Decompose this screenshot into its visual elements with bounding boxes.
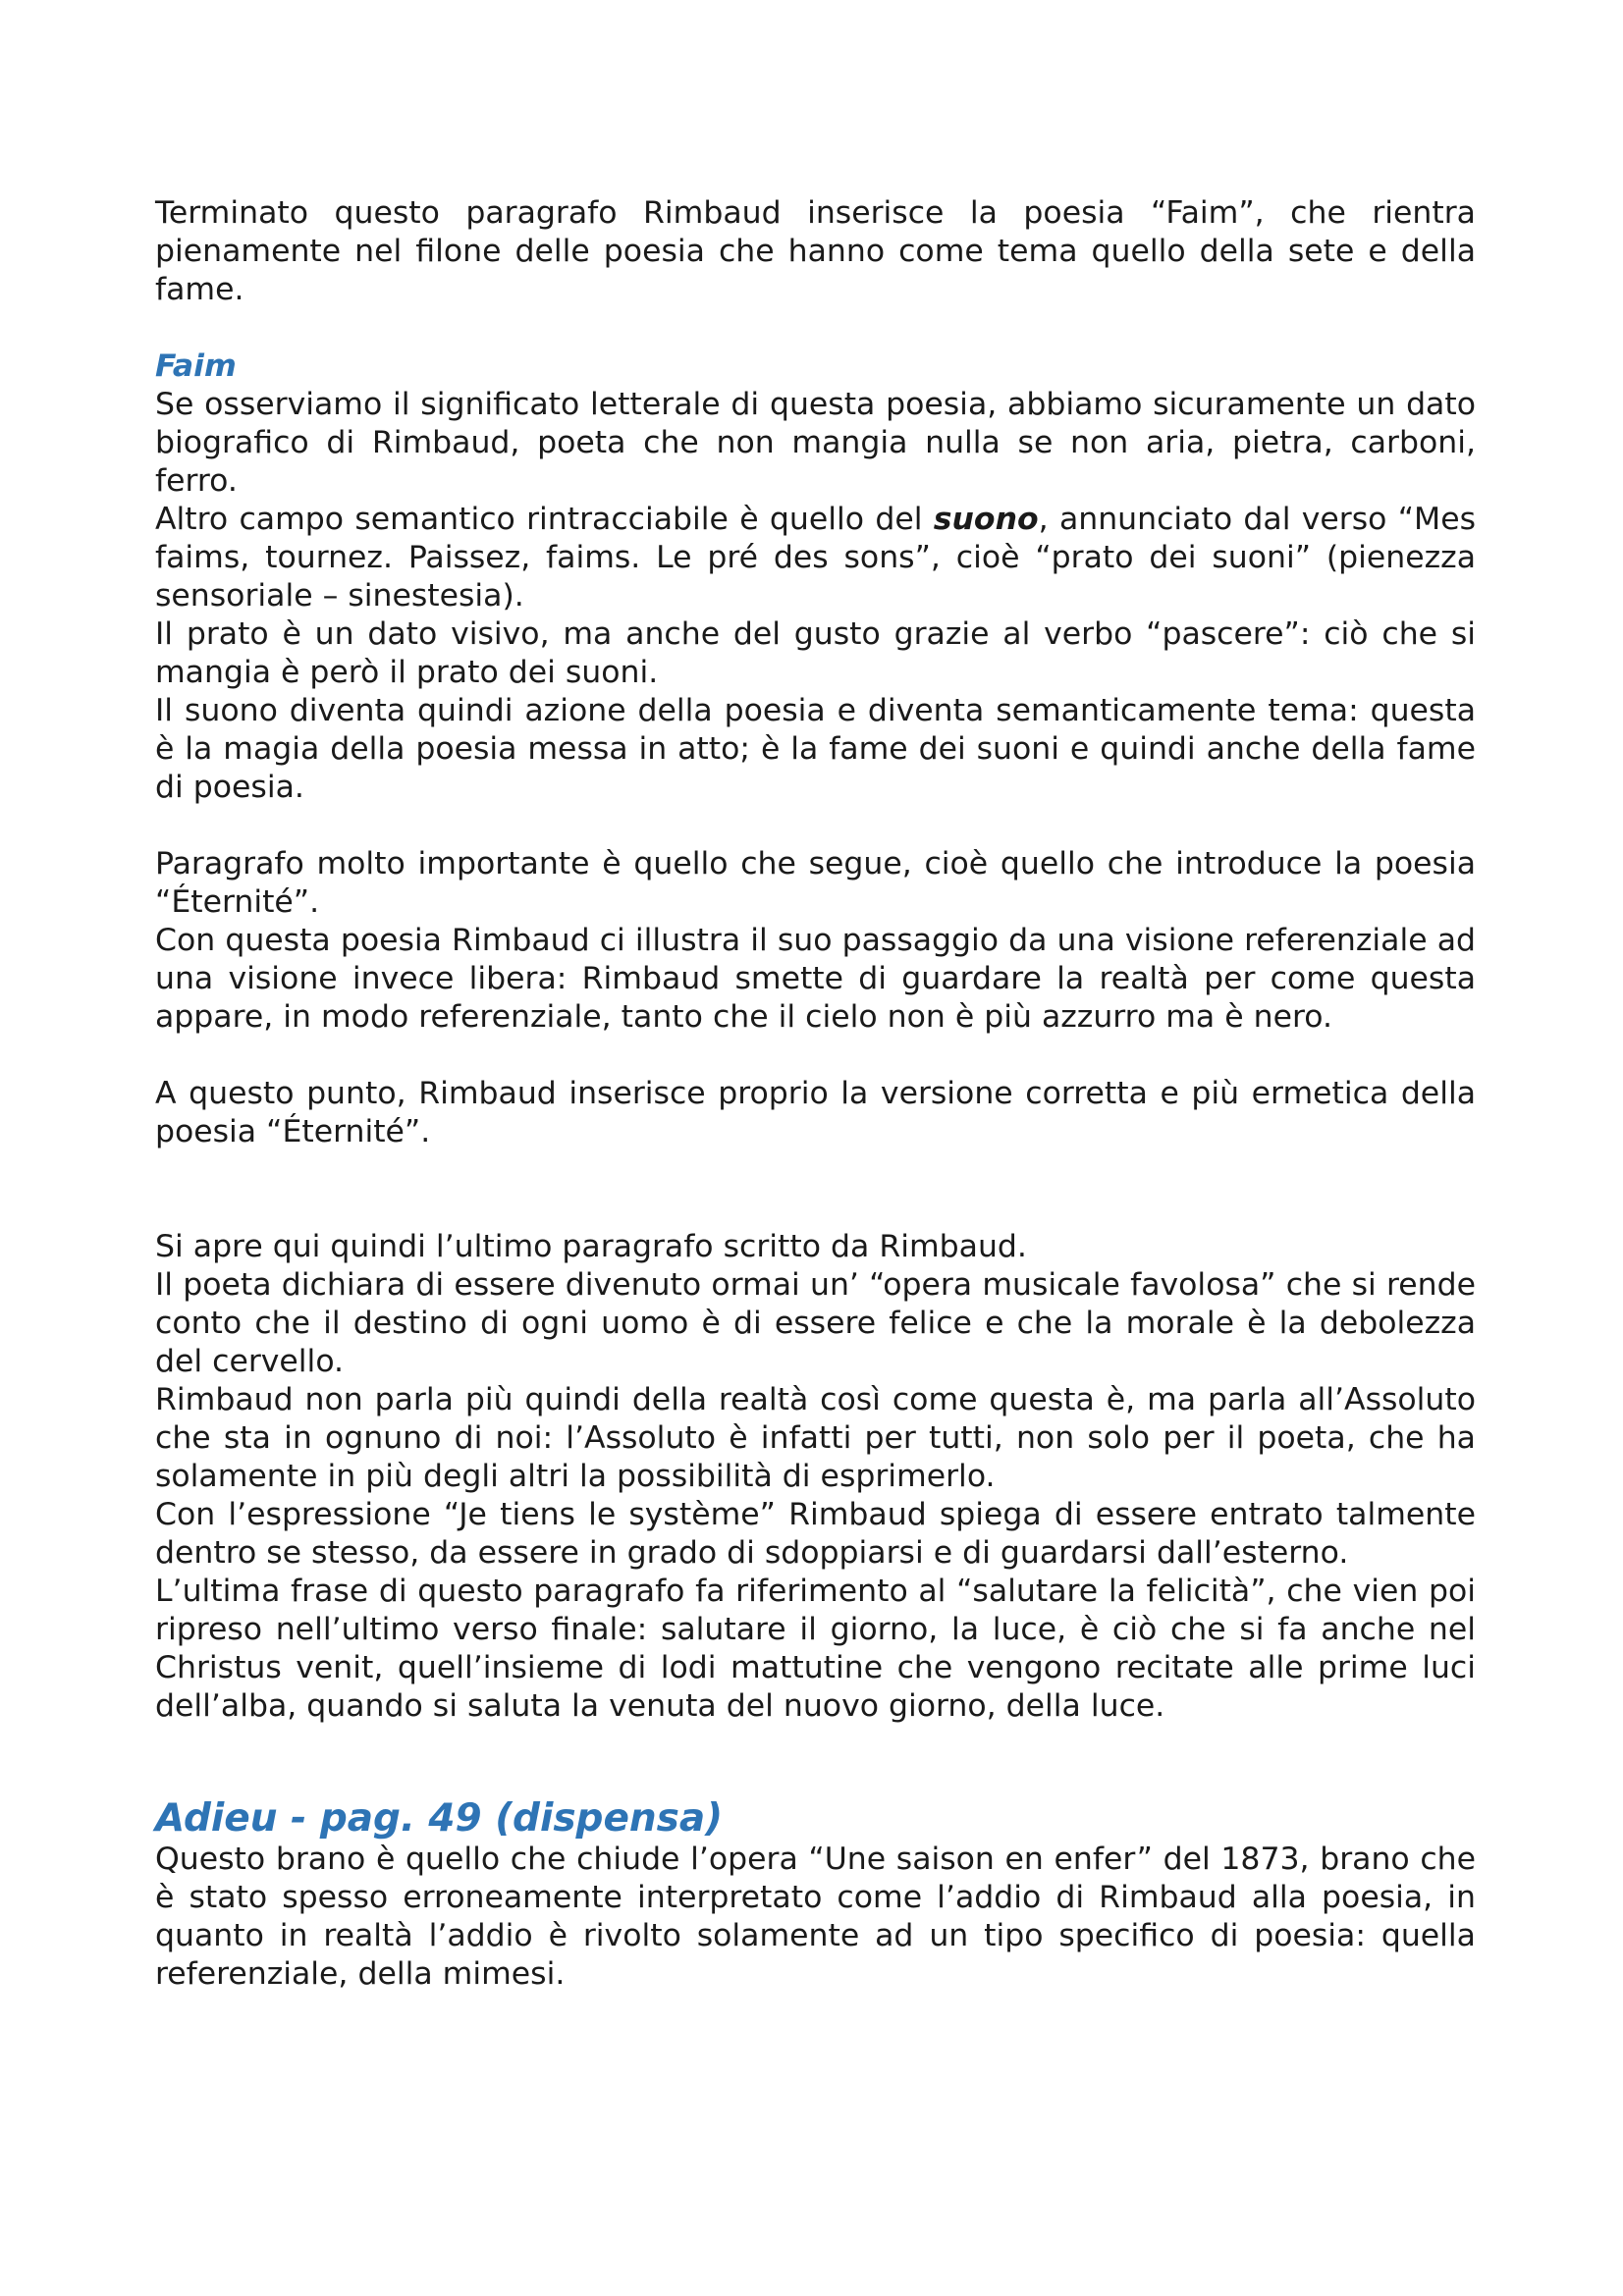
faim-paragraph-2-end: , annunciato dal verso “Mes faims, tournez. Paissez, faims. Le pré des sons”, cioè “prato dei suoni” (pienezza sensoriale – sinestesia). bbox=[155, 502, 1476, 614]
spacer bbox=[155, 1151, 1476, 1228]
spacer bbox=[155, 1037, 1476, 1075]
eternite-paragraph-2: Con questa poesia Rimbaud ci illustra il suo passaggio da una visione referenziale ad una visione invece libera: Rimbaud smette di guardare la realtà per come questa appare, in modo referenziale, tanto che il cielo non è più azzurro ma è nero. bbox=[155, 923, 1476, 1035]
adieu-heading: Adieu - pag. 49 (dispensa) bbox=[155, 1796, 724, 1841]
spacer bbox=[155, 309, 1476, 347]
eternite-paragraph-1: Paragrafo molto importante è quello che segue, cioè quello che introduce la poesia “Éternité”. bbox=[155, 846, 1476, 920]
document-page bbox=[155, 194, 1476, 1994]
faim-paragraph-4: Il suono diventa quindi azione della poesia e diventa semanticamente tema: questa è la magia della poesia messa in atto; è la fame dei suoni e quindi anche della fame di poesia. bbox=[155, 693, 1476, 805]
last-paragraph-3: Rimbaud non parla più quindi della realtà così come questa è, ma parla all’Assoluto che sta in ognuno di noi: l’Assoluto è infatti per tutti, non solo per il poeta, che ha solamente in più degli altri la possibilità di esprimerlo. bbox=[155, 1382, 1476, 1494]
faim-paragraph-2-start: Altro campo semantico rintracciabile è quello del bbox=[155, 502, 934, 537]
faim-paragraph-2 bbox=[155, 501, 1476, 615]
last-paragraph-1: Si apre qui quindi l’ultimo paragrafo scritto da Rimbaud. bbox=[155, 1229, 1027, 1264]
last-paragraph-5: L’ultima frase di questo paragrafo fa riferimento al “salutare la felicità”, che vien poi ripreso nell’ultimo verso finale: salutare il giorno, la luce, è ciò che si fa anche nel Christus venit, quell’insieme di lodi mattutine che vengono recitate alle prime luci dell’alba, quando si saluta la venuta del nuovo giorno, della luce. bbox=[155, 1574, 1476, 1724]
last-paragraph-4: Con l’espressione “Je tiens le système” Rimbaud spiega di essere entrato talmente dentro se stesso, da essere in grado di sdoppiarsi e di guardarsi dall’esterno. bbox=[155, 1497, 1476, 1571]
eternite-paragraph-3: A questo punto, Rimbaud inserisce proprio la versione corretta e più ermetica della poesia “Éternité”. bbox=[155, 1076, 1476, 1149]
spacer bbox=[155, 807, 1476, 845]
adieu-paragraph-1: Questo brano è quello che chiude l’opera “Une saison en enfer” del 1873, brano che è stato spesso erroneamente interpretato come l’addio di Rimbaud alla poesia, in quanto in realtà l’addio è rivolto solamente ad un tipo specifico di poesia: quella referenziale, della mimesi. bbox=[155, 1842, 1476, 1992]
faim-paragraph-3: Il prato è un dato visivo, ma anche del gusto grazie al verbo “pascere”: ciò che si mangia è però il prato dei suoni. bbox=[155, 616, 1476, 690]
faim-heading: Faim bbox=[155, 348, 237, 384]
intro-paragraph: Terminato questo paragrafo Rimbaud inserisce la poesia “Faim”, che rientra pienamente nel filone delle poesia che hanno come tema quello della sete e della fame. bbox=[155, 195, 1476, 307]
faim-paragraph-1: Se osserviamo il significato letterale di questa poesia, abbiamo sicuramente un dato biografico di Rimbaud, poeta che non mangia nulla se non aria, pietra, carboni, ferro. bbox=[155, 387, 1476, 499]
suono-emphasis: suono bbox=[933, 502, 1039, 537]
last-paragraph-2: Il poeta dichiara di essere divenuto ormai un’ “opera musicale favolosa” che si rende conto che il destino di ogni uomo è di essere felice e che la morale è la debolezza del cervello. bbox=[155, 1267, 1476, 1379]
spacer bbox=[155, 1726, 1476, 1796]
